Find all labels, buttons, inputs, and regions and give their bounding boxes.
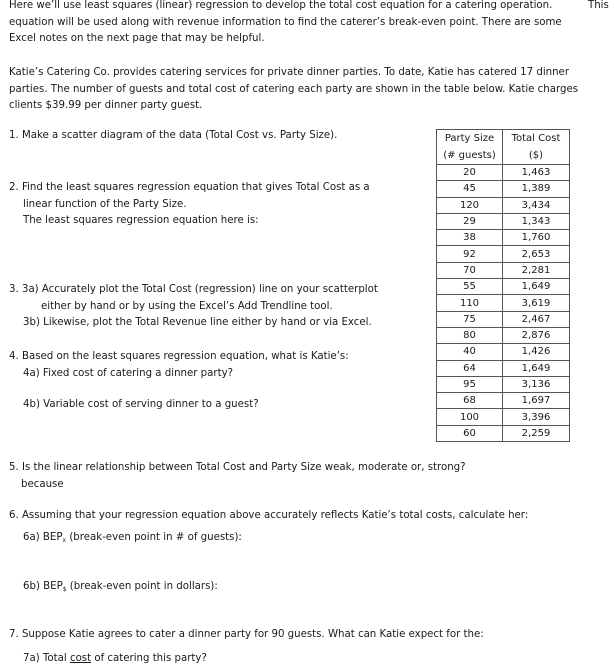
question-4b: 4b) Variable cost of serving dinner to a guest? bbox=[23, 399, 259, 410]
context-paragraph bbox=[9, 65, 609, 115]
question-3-line-3: 3b) Likewise, plot the Total Revenue line either by hand or via Excel. bbox=[23, 317, 372, 328]
table-body bbox=[437, 165, 570, 442]
question-4a: 4a) Fixed cost of catering a dinner party? bbox=[23, 367, 234, 379]
question-3-line-1: 3. 3a) Accurately plot the Total Cost (regression) line on your scatterplot bbox=[9, 284, 378, 295]
total-cost-cell: 3,396 bbox=[503, 409, 570, 425]
table-row bbox=[437, 344, 570, 360]
question-6: 6. Assuming that your regression equation above accurately reflects Katie’s total costs, calculate her: bbox=[9, 510, 529, 521]
party-size-cell: 92 bbox=[437, 246, 503, 262]
total-cost-cell: 2,259 bbox=[503, 425, 570, 441]
question-2-line-1: 2. Find the least squares regression equation that gives Total Cost as a bbox=[9, 182, 370, 193]
party-size-cell: 38 bbox=[437, 230, 503, 246]
total-cost-cell: 2,653 bbox=[503, 246, 570, 262]
table-row bbox=[437, 393, 570, 409]
question-4-line-1: 4. Based on the least squares regression equation, what is Katie’s: bbox=[9, 351, 349, 362]
intro-line-1: Here we’ll use least squares (linear) regression to develop the total cost equation for a catering operation. This bbox=[9, 0, 609, 15]
table-row bbox=[437, 376, 570, 392]
total-cost-units: ($) bbox=[503, 147, 570, 165]
question-5-because: because bbox=[21, 478, 64, 490]
total-cost-header: Total Cost bbox=[503, 130, 570, 148]
table-row bbox=[437, 181, 570, 197]
total-cost-cell: 1,426 bbox=[503, 344, 570, 360]
party-size-cell: 68 bbox=[437, 393, 503, 409]
party-size-cell: 60 bbox=[437, 425, 503, 441]
context-line-1: Katie’s Catering Co. provides catering services for private dinner parties. To date, Katie has catered 17 dinner bbox=[9, 67, 570, 78]
table-row bbox=[437, 197, 570, 213]
table-row bbox=[437, 327, 570, 343]
total-cost-cell: 3,434 bbox=[503, 197, 570, 213]
party-size-cell: 40 bbox=[437, 344, 503, 360]
table-row bbox=[437, 425, 570, 441]
context-line-3: clients $39.99 per dinner party guest. bbox=[9, 100, 203, 111]
party-size-cell: 70 bbox=[437, 262, 503, 278]
party-size-header: Party Size bbox=[437, 130, 503, 148]
party-size-units: (# guests) bbox=[437, 147, 503, 165]
table-header-row bbox=[437, 130, 570, 148]
party-size-cell: 20 bbox=[437, 165, 503, 181]
question-5-line-1: 5. Is the linear relationship between Total Cost and Party Size weak, moderate or, strong? bbox=[9, 462, 466, 473]
table-row bbox=[437, 295, 570, 311]
question-2 bbox=[9, 180, 370, 230]
total-cost-cell: 1,343 bbox=[503, 213, 570, 229]
total-cost-cell: 3,619 bbox=[503, 295, 570, 311]
question-2-line-2: linear function of the Party Size. bbox=[23, 198, 187, 210]
total-cost-cell: 1,463 bbox=[503, 165, 570, 181]
party-size-cell: 29 bbox=[437, 213, 503, 229]
table-row bbox=[437, 279, 570, 295]
party-size-cell: 100 bbox=[437, 409, 503, 425]
table-row bbox=[437, 311, 570, 327]
total-cost-cell: 3,136 bbox=[503, 376, 570, 392]
party-size-cell: 64 bbox=[437, 360, 503, 376]
party-size-cell: 110 bbox=[437, 295, 503, 311]
question-1: 1. Make a scatter diagram of the data (Total Cost vs. Party Size). bbox=[9, 130, 338, 141]
question-3-line-2: either by hand or by using the Excel’s Add Trendline tool. bbox=[41, 300, 333, 312]
question-4 bbox=[9, 349, 349, 382]
intro-line-3: Excel notes on the next page that may be helpful. bbox=[9, 33, 265, 44]
table-row bbox=[437, 230, 570, 246]
table-row bbox=[437, 246, 570, 262]
total-cost-cell: 2,281 bbox=[503, 262, 570, 278]
party-size-cell: 45 bbox=[437, 181, 503, 197]
total-cost-cell: 1,389 bbox=[503, 181, 570, 197]
intro-paragraph bbox=[9, 0, 609, 48]
total-cost-cell: 2,467 bbox=[503, 311, 570, 327]
total-cost-cell: 2,876 bbox=[503, 327, 570, 343]
party-size-cell: 75 bbox=[437, 311, 503, 327]
party-size-cell: 120 bbox=[437, 197, 503, 213]
table-header-units-row bbox=[437, 147, 570, 165]
question-7a: 7a) Total cost of catering this party? bbox=[23, 653, 207, 664]
party-size-cell: 80 bbox=[437, 327, 503, 343]
question-6a: 6a) $BEP_x$ (break-even point in # of guests): bbox=[23, 532, 242, 544]
table-row bbox=[437, 262, 570, 278]
question-6b: 6b) $BEP_{\$}$ (break-even point in dollars): bbox=[23, 581, 218, 593]
question-7: 7. Suppose Katie agrees to cater a dinner party for 90 guests. What can Katie expect for the: bbox=[9, 629, 484, 640]
total-cost-cell: 1,649 bbox=[503, 279, 570, 295]
table-row bbox=[437, 409, 570, 425]
table-row bbox=[437, 360, 570, 376]
intro-line-2: equation will be used along with revenue information to find the caterer’s break-even point. There are some bbox=[9, 16, 562, 28]
party-size-cell: 55 bbox=[437, 279, 503, 295]
intro-line-1-tail: This bbox=[588, 0, 609, 11]
context-line-2: parties. The number of guests and total cost of catering each party are shown in the table below. Katie charges bbox=[9, 83, 579, 95]
total-cost-cell: 1,697 bbox=[503, 393, 570, 409]
party-data-table bbox=[436, 129, 570, 442]
question-2-line-3: The least squares regression equation here is: bbox=[23, 215, 259, 226]
table-row bbox=[437, 213, 570, 229]
question-3 bbox=[9, 282, 378, 332]
table-row bbox=[437, 165, 570, 181]
total-cost-cell: 1,649 bbox=[503, 360, 570, 376]
total-cost-cell: 1,760 bbox=[503, 230, 570, 246]
party-size-cell: 95 bbox=[437, 376, 503, 392]
question-5 bbox=[9, 460, 466, 493]
